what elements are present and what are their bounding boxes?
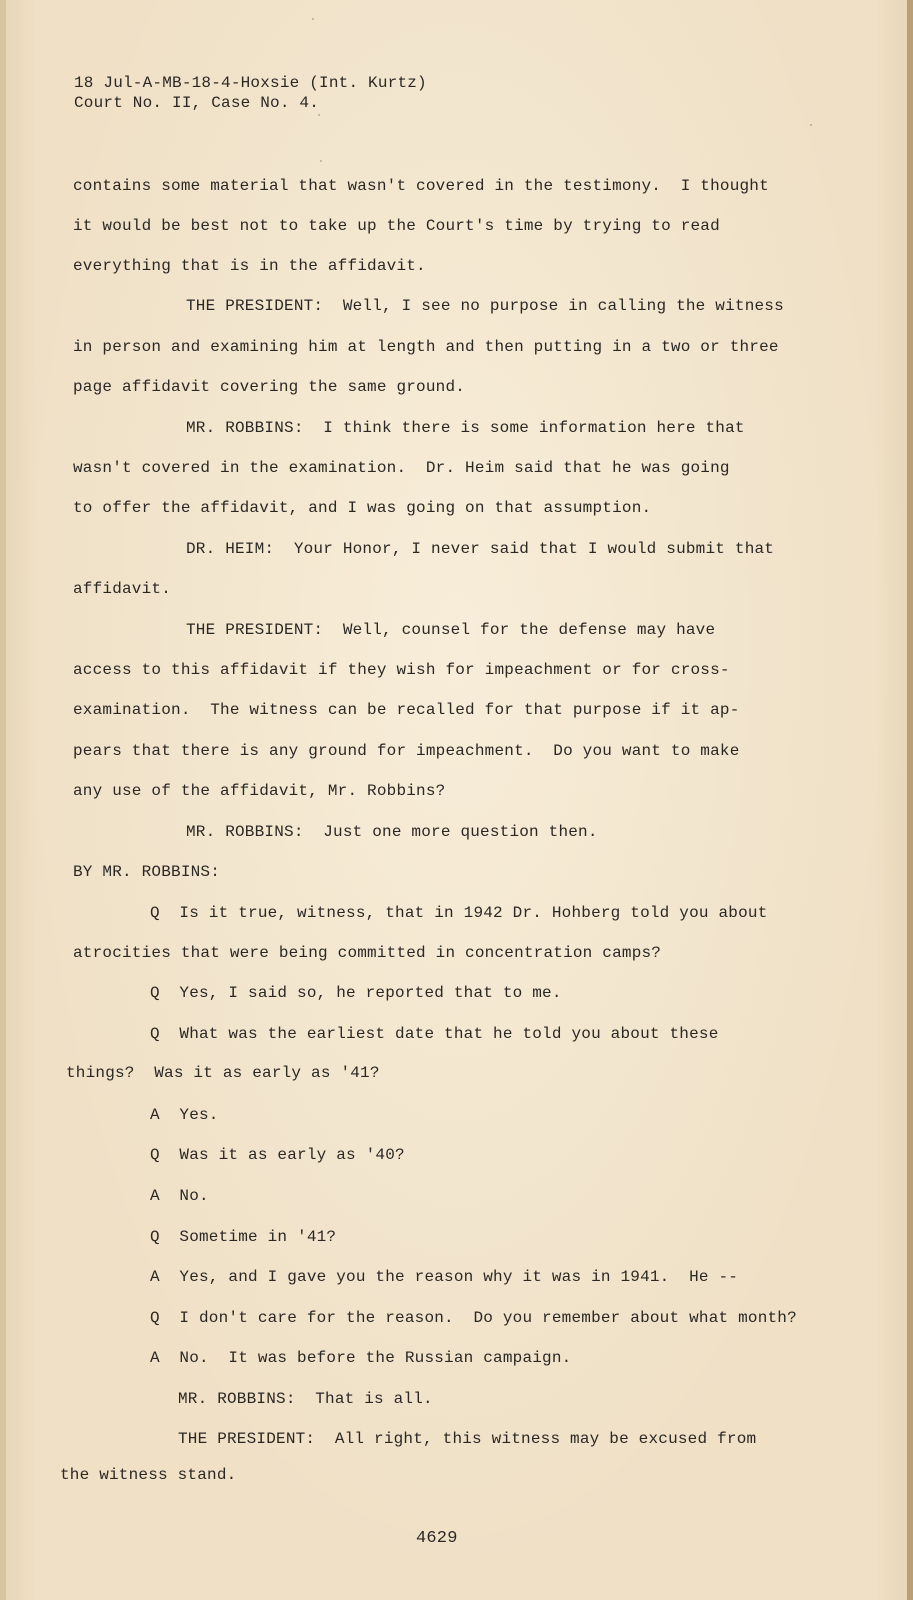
transcript-line: Q I don't care for the reason. Do you remember about what month?	[150, 1309, 797, 1327]
transcript-line: contains some material that wasn't covered in the testimony. I thought	[73, 177, 769, 195]
transcript-line: Q Is it true, witness, that in 1942 Dr. Hohberg told you about	[150, 904, 768, 922]
transcript-line: in person and examining him at length and then putting in a two or three	[73, 338, 779, 356]
transcript-line: DR. HEIM: Your Honor, I never said that I would submit that	[186, 540, 775, 558]
transcript-line: pears that there is any ground for impeachment. Do you want to make	[73, 742, 740, 760]
transcript-line: A No. It was before the Russian campaign.	[150, 1349, 572, 1367]
transcript-line: everything that is in the affidavit.	[73, 257, 426, 275]
transcript-line: MR. ROBBINS: Just one more question then.	[186, 823, 598, 841]
transcript-line: page affidavit covering the same ground.	[73, 378, 466, 396]
transcript-line: Q What was the earliest date that he told you about these	[150, 1025, 719, 1043]
transcript-line: the witness stand.	[60, 1466, 237, 1484]
transcript-line: THE PRESIDENT: Well, I see no purpose in calling the witness	[186, 297, 784, 315]
transcript-line: MR. ROBBINS: That is all.	[178, 1390, 433, 1408]
page-edge-right	[907, 0, 913, 1600]
transcript-line: affidavit.	[73, 580, 172, 598]
transcript-line: to offer the affidavit, and I was going on that assumption.	[73, 499, 652, 517]
transcript-line: BY MR. ROBBINS:	[73, 863, 221, 881]
header-line-1: 18 Jul-A-MB-18-4-Hoxsie (Int. Kurtz)	[74, 74, 427, 92]
transcript-line: Q Yes, I said so, he reported that to me.	[150, 984, 562, 1002]
paper-speck	[312, 18, 314, 20]
transcript-line: A Yes, and I gave you the reason why it was in 1941. He --	[150, 1268, 739, 1286]
page-number: 4629	[416, 1529, 458, 1548]
transcript-line: A Yes.	[150, 1106, 219, 1124]
transcript-line: Q Was it as early as '40?	[150, 1146, 405, 1164]
paper-speck	[810, 124, 812, 126]
page-edge-left	[0, 0, 6, 1600]
transcript-line: THE PRESIDENT: All right, this witness may be excused from	[178, 1430, 757, 1448]
transcript-line: Q Sometime in '41?	[150, 1228, 337, 1246]
transcript-line: it would be best not to take up the Court's time by trying to read	[73, 217, 720, 235]
transcript-line: access to this affidavit if they wish for impeachment or for cross-	[73, 661, 730, 679]
transcript-line: wasn't covered in the examination. Dr. Heim said that he was going	[73, 459, 730, 477]
transcript-line: THE PRESIDENT: Well, counsel for the defense may have	[186, 621, 716, 639]
paper-speck	[320, 160, 322, 162]
transcript-line: atrocities that were being committed in concentration camps?	[73, 944, 662, 962]
paper-speck	[318, 114, 320, 116]
transcript-line: A No.	[150, 1187, 209, 1205]
transcript-line: MR. ROBBINS: I think there is some information here that	[186, 419, 745, 437]
transcript-line: things? Was it as early as '41?	[66, 1064, 380, 1082]
transcript-line: any use of the affidavit, Mr. Robbins?	[73, 782, 446, 800]
header-line-2: Court No. II, Case No. 4.	[74, 94, 320, 112]
transcript-line: examination. The witness can be recalled for that purpose if it ap-	[73, 701, 740, 719]
